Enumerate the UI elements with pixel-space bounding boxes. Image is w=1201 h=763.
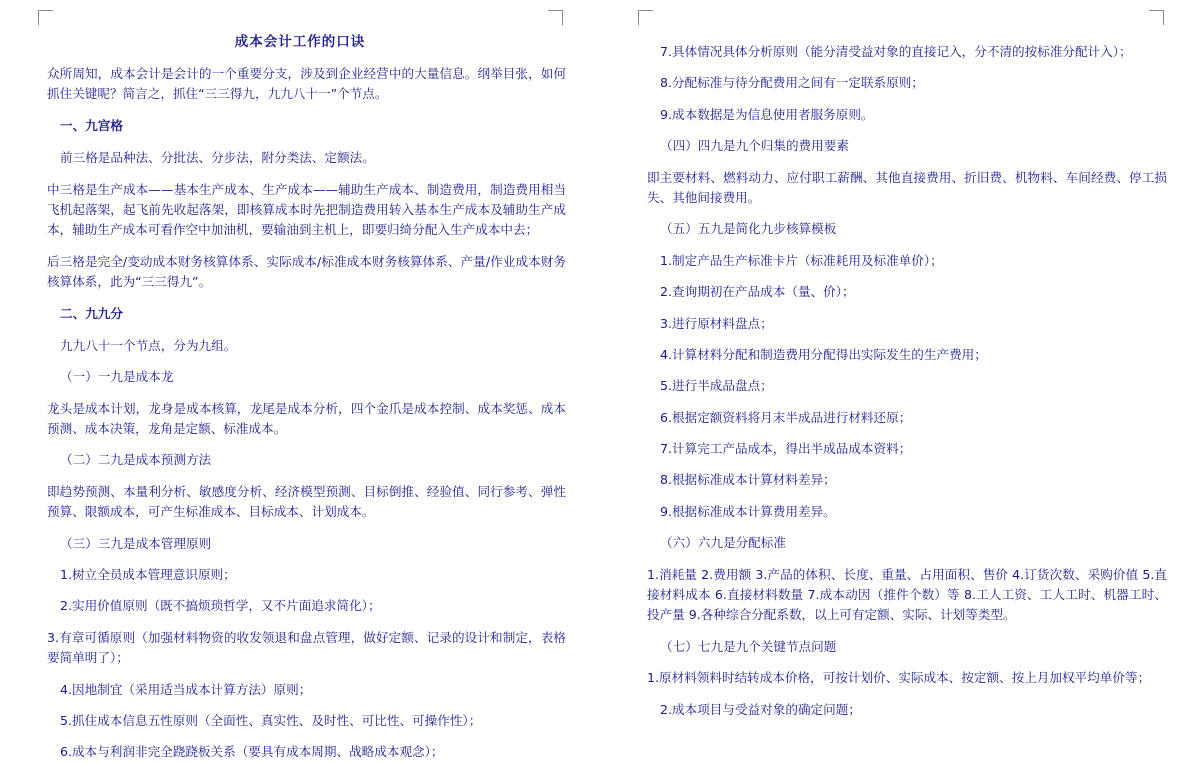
list-item: 6.根据定额资料将月末半成品进行材料还原； bbox=[660, 409, 912, 425]
list-item: 7.具体情况具体分析原则（能分清受益对象的直接记入，分不清的按标准分配计入）； bbox=[660, 44, 1132, 59]
list-item: 1.树立全员成本管理意识原则； bbox=[60, 567, 236, 583]
paragraph: 众所周知，成本会计是会计的一个重要分支，涉及到企业经营中的大量信息。纲举目张，如何抓住关键呢？简言之，抓住“三三得九，九九八十一”个节点。 bbox=[47, 66, 566, 102]
section-heading: 二、九九分 bbox=[60, 305, 123, 321]
section-heading: 一、九宫格 bbox=[60, 117, 123, 133]
subsection-heading: （四）四九是九个归集的费用要素 bbox=[660, 138, 849, 154]
paragraph: 九九八十一个节点，分为九组。 bbox=[60, 337, 237, 353]
list-item: 7.计算完工产品成本，得出半成品成本资料； bbox=[660, 441, 912, 457]
paragraph: 后三格是完全/变动成本财务核算体系、实际成本/标准成本财务核算体系、产量/作业成本财务核算体系，此为“三三得九”。 bbox=[47, 253, 566, 290]
list-item: 5.进行半成品盘点； bbox=[660, 378, 773, 394]
list-item: 9.成本数据是为信息使用者服务原则。 bbox=[660, 106, 874, 122]
list-item: 6.成本与利润非完全跷跷板关系（要具有成本周期、战略成本观念）； bbox=[60, 744, 444, 760]
list-item: 1.原材料领料时结转成本价格，可按计划价、实际成本、按定额、按上月加权平均单价等； bbox=[647, 670, 1151, 686]
list-item: 1.制定产品生产标准卡片（标准耗用及标准单价）； bbox=[660, 252, 943, 268]
page-left bbox=[0, 0, 600, 760]
list-item: 2.查询期初在产品成本（量、价）； bbox=[660, 284, 855, 300]
list-item: 5.抓住成本信息五性原则（全面性、真实性、及时性、可比性、可操作性）； bbox=[60, 712, 482, 728]
paragraph: 龙头是成本计划，龙身是成本核算，龙尾是成本分析，四个金爪是成本控制、成本奖惩、成本预测、成本决策，龙角是定额、标准成本。 bbox=[47, 400, 566, 437]
subsection-heading: （三）三九是成本管理原则 bbox=[60, 535, 212, 551]
list-item: 2.成本项目与受益对象的确定问题； bbox=[660, 701, 861, 717]
subsection-heading: （二）二九是成本预测方法 bbox=[60, 452, 212, 468]
subsection-heading: （五）五九是简化九步核算模板 bbox=[660, 221, 837, 237]
list-item: 8.分配标准与待分配费用之间有一定联系原则； bbox=[660, 75, 924, 91]
page-left-content bbox=[0, 0, 600, 760]
page-right bbox=[600, 0, 1201, 749]
paragraph: 前三格是品种法、分批法、分步法，附分类法、定额法。 bbox=[60, 150, 375, 166]
list-item: 4.计算材料分配和制造费用分配得出实际发生的生产费用； bbox=[660, 346, 987, 362]
list-item: 9.根据标准成本计算费用差异。 bbox=[660, 503, 836, 519]
page-right-content bbox=[600, 0, 1201, 749]
paragraph: 中三格是生产成本——基本生产成本、生产成本——辅助生产成本、制造费用，制造费用相当飞机起落架，起飞前先收起落架，即核算成本时先把制造费用转入基本生产成本及辅助生产成本，辅助生产成本可看作空中加油机，要输油到主机上，即要归绮分配入生产成本中去； bbox=[47, 181, 566, 238]
subsection-heading: （六）六九是分配标准 bbox=[660, 535, 786, 551]
list-item: 4.因地制宜（采用适当成本计算方法）原则； bbox=[60, 681, 312, 697]
list-item: 2.实用价值原则（既不搞烦琐哲学，又不片面追求简化）； bbox=[60, 598, 381, 614]
subsection-heading: （一）一九是成本龙 bbox=[60, 369, 174, 385]
list-item: 3.进行原材料盘点； bbox=[660, 315, 773, 331]
paragraph: 即趋势预测、本量利分析、敏感度分析、经济模型预测、目标倒推、经验值、同行参考、弹性预算、限额成本，可产生标准成本、目标成本、计划成本。 bbox=[47, 483, 566, 520]
page-title: 成本会计工作的口诀 bbox=[234, 34, 366, 50]
list-item: 3.有章可循原则（加强材料物资的收发领退和盘点管理，做好定额、记录的设计和制定，表格要简单明了）； bbox=[47, 629, 566, 666]
list-item: 8.根据标准成本计算材料差异； bbox=[660, 472, 836, 488]
subsection-heading: （七）七九是九个关键节点问题 bbox=[660, 638, 837, 654]
paragraph: 1.消耗量 2.费用额 3.产品的体积、长度、重量、占用面积、售价 4.订货次数、采购价值 5.直接材料成本 6.直接材料数量 7.成本动因（推件个数）等 8.工人工资、工人工时、机器工时、投产量 9.各种综合分配系数，以上可有定额、实际、计划等类型。 bbox=[647, 566, 1167, 623]
paragraph: 即主要材料、燃料动力、应付职工薪酬、其他直接费用、折旧费、机物料、车间经费、停工损失、其他间接费用。 bbox=[647, 169, 1167, 205]
